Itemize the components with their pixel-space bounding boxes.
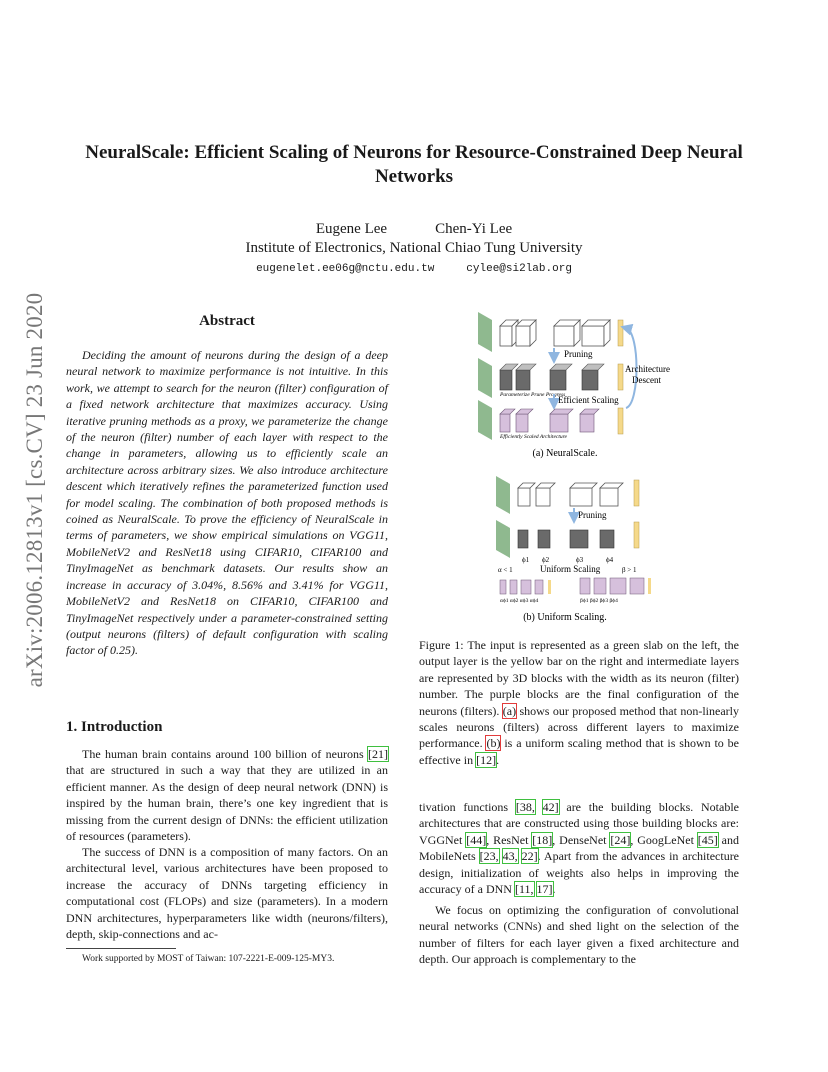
paper-title: NeuralScale: Efficient Scaling of Neurons for Resource-Constrained Deep Neural Networks: [85, 142, 743, 187]
fig-subcaption-a: (a) NeuralScale.: [532, 448, 598, 459]
intro-paragraph-2: The success of DNN is a composition of many factors. On an architectural level, various architectures have been proposed to increase the accuracy of DNNs targeting efficiency in computational cost (FLOPs) and size (parameters). In a modern DNN architectures, hyperparameters like width (neurons/filters), depth, skip-connections and ac-: [66, 845, 388, 942]
caption-text-d: .: [496, 752, 500, 767]
intro-p1-text-a: The human brain contains around 100 billion of neurons: [82, 747, 368, 761]
footnote-rule: [66, 948, 176, 949]
citation-link[interactable]: [38,: [515, 800, 535, 814]
author-1: Eugene Lee: [315, 221, 388, 237]
text-run: , ResNet: [486, 832, 533, 847]
fig-label-pruning-b: Pruning: [578, 510, 607, 520]
section-heading-introduction: 1. Introduction: [66, 719, 163, 735]
fig-label-arch-descent-1: Architecture: [625, 364, 670, 374]
caption-text-a: Figure 1: The input is represented as a green slab on the left, the output layer is the yellow bar on the right and intermediate layers are represented by 3D blocks with the width as its neuron (filter) number. The purple blocks are the final configuration of the neurons (filters).: [419, 638, 739, 718]
email-1: eugenelet.ee06g@nctu.edu.tw: [256, 263, 435, 275]
emails: [0, 261, 828, 277]
right-paragraph-1: [419, 799, 739, 897]
abstract-text: Deciding the amount of neurons during the design of a deep neural network to maximize performance is not intuitive. In this work, we attempt to search for the neuron (filter) configuration of a fixed network architecture that maximizes accuracy. Using iterative pruning methods as a proxy, we parameterize the change of the neuron (filter) number of each layer with respect to the change in parameters, allowing us to efficiently scale an architecture across arbitrary sizes. We also introduce architecture descent which iteratively refines the parameterized function used for model scaling. The combination of both proposed methods is coined as NeuralScale. To prove the efficiency of NeuralScale in terms of parameters, we show empirical simulations on VGG11, MobileNetV2 and ResNet18 using CIFAR10, CIFAR100 and TinyImageNet as benchmark datasets. Our results show an increase in accuracy of 3.04%, 8.56% and 3.41% for VGG11, MobileNetV2 and ResNet18 on CIFAR10, CIFAR100 and TinyImageNet respectively under a parameter-constrained setting (output neurons (filters) of default configuration with scaling factor of 0.25).: [66, 348, 388, 658]
citation-link[interactable]: [24]: [610, 832, 631, 847]
affiliation: Institute of Electronics, National Chiao Tung University: [245, 240, 583, 256]
citation-link[interactable]: [12]: [476, 752, 497, 767]
figure-1: [470, 308, 670, 626]
fig-phi-2: ϕ2: [542, 556, 550, 564]
text-run: tivation functions: [419, 800, 516, 814]
fig-alpha-lt: α < 1: [498, 566, 513, 574]
fig-label-arch-descent-2: Descent: [632, 375, 661, 385]
citation-link[interactable]: 17]: [536, 882, 553, 897]
citation-link[interactable]: [45]: [697, 832, 718, 847]
intro-paragraph-1: [66, 746, 388, 844]
fig-uniform-scaling: Uniform Scaling: [540, 564, 601, 574]
fig-a-row-original: [478, 312, 623, 352]
fig-subcaption-b: (b) Uniform Scaling.: [523, 612, 607, 623]
arxiv-stamp: [22, 292, 48, 688]
footnote: Work supported by MOST of Taiwan: 107-2221-E-009-125-MY3.: [82, 954, 335, 964]
fig-b-row-original: [496, 476, 639, 514]
figure-1-caption: [419, 637, 739, 768]
citation-link[interactable]: [11,: [514, 882, 534, 897]
figure-ref-b[interactable]: (b): [486, 736, 501, 751]
fig-label-eff-scaled-arch: Efficiently Scaled Architecture: [500, 434, 567, 440]
fig-phi-3: ϕ3: [576, 556, 584, 564]
text-run: .: [552, 882, 556, 897]
citation-link[interactable]: 43,: [502, 849, 518, 864]
text-run: , GoogLeNet: [630, 832, 698, 847]
text-run: are the building blocks. Notable architectures that are constructed using those building blocks are: VGGNet: [419, 800, 740, 847]
arxiv-stamp-text: arXiv:2006.12813v1 [cs.CV] 23 Jun 2020: [22, 292, 47, 688]
text-run: and MobileNets: [419, 832, 739, 864]
fig-beta-gt: β > 1: [622, 566, 637, 574]
text-run: . Apart from the advances in architecture design, initialization of weights also helps in improving the accuracy of a DNN: [419, 849, 740, 897]
citation-link[interactable]: [18]: [532, 832, 553, 847]
fig-label-param-prune: Parameterize Prune Progress: [500, 392, 566, 398]
right-paragraph-2: We focus on optimizing the configuration of convolutional neural networks (CNNs) and shed light on the selection of the number of filters for each layer given a fixed architecture and depth. Our approach is complementary to the: [419, 903, 739, 967]
figure-ref-a[interactable]: (a): [502, 703, 517, 718]
fig-b-row-scaled: [500, 578, 651, 594]
text-run: , DenseNet: [552, 832, 611, 847]
fig-label-pruning: Pruning: [564, 349, 593, 359]
fig-label-efficient-scaling: Efficient Scaling: [558, 395, 619, 405]
author-2: Chen-Yi Lee: [435, 221, 513, 237]
intro-p1-text-b: that are structured in such a way that they are utilized in an efficient manner. As the design of deep neural network (DNN) is inspired by the human brain, there’s one key ingredient that is missing from the current design of DNNs: the efficient utilization of resources (parameters).: [66, 763, 388, 844]
fig-alpha-phis: αϕ1 αϕ2 αϕ3 αϕ4: [500, 598, 539, 604]
fig-beta-phis: βϕ1 βϕ2 βϕ3 βϕ4: [580, 598, 618, 604]
citation-link[interactable]: [21]: [368, 747, 388, 761]
abstract-heading: Abstract: [199, 313, 255, 329]
caption-text-b: shows our proposed method that non-linearly scales neurons (filters) across different layers to maximize performance.: [419, 703, 739, 751]
citation-link[interactable]: 22]: [521, 849, 538, 864]
fig-phi-1: ϕ1: [522, 556, 530, 564]
citation-link[interactable]: [44]: [466, 832, 487, 847]
fig-phi-4: ϕ4: [606, 556, 614, 564]
caption-text-c: is a uniform scaling method that is shown to be effective in: [419, 736, 739, 767]
fig-b-row-pruned: [496, 520, 639, 558]
citation-link[interactable]: 42]: [542, 800, 559, 814]
email-2: cylee@si2lab.org: [466, 263, 572, 275]
citation-link[interactable]: [23,: [479, 849, 499, 864]
authors: [0, 219, 828, 240]
